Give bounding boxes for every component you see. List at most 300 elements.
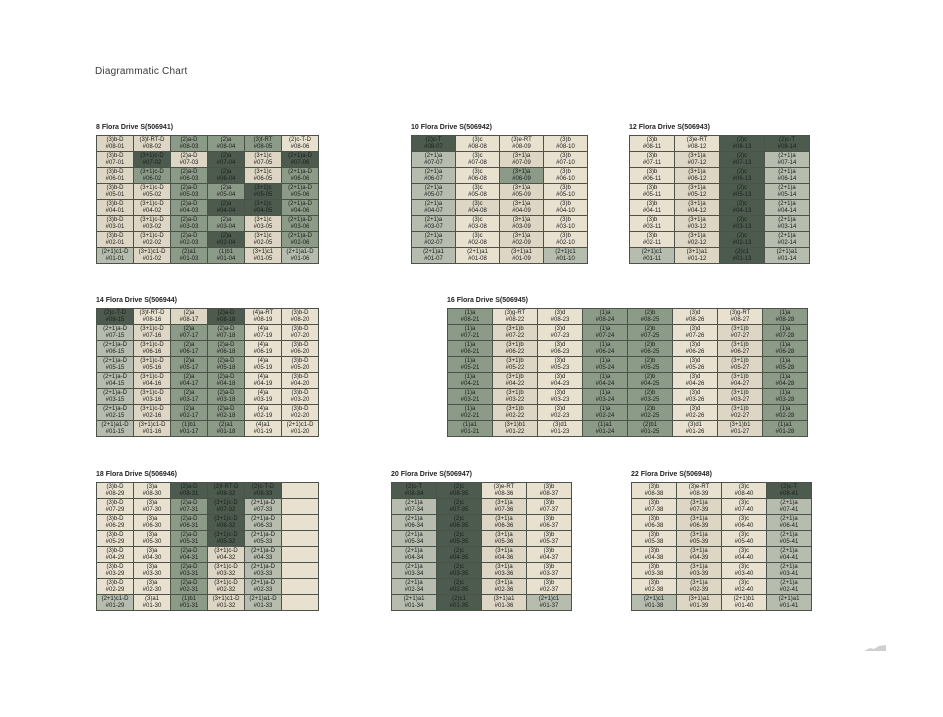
unit-type: (2)a xyxy=(220,185,232,191)
unit-number: #07-21 xyxy=(460,332,480,339)
unit-number: #03-05 xyxy=(253,223,273,230)
grid-row xyxy=(632,579,812,595)
unit-type: (2+1)a1 xyxy=(776,249,798,255)
unit-cell xyxy=(628,389,673,405)
unit-type: (2+1)c1-D xyxy=(101,596,129,602)
unit-type: (2)c xyxy=(453,580,465,586)
unit-cell xyxy=(632,579,677,595)
unit-number: #04-36 xyxy=(494,554,514,561)
unit-number: #08-11 xyxy=(642,143,662,150)
unit-number: #06-29 xyxy=(105,522,125,529)
unit-cell xyxy=(97,341,134,357)
unit-type: (3+1)a xyxy=(688,169,706,175)
unit-cell xyxy=(765,136,810,152)
grid-row xyxy=(632,499,812,515)
unit-cell xyxy=(718,421,763,437)
unit-cell xyxy=(456,248,500,264)
unit-cell xyxy=(675,248,720,264)
unit-number: #01-29 xyxy=(105,602,125,609)
unit-type: (2+1)a-D xyxy=(288,169,312,175)
unit-cell xyxy=(134,563,171,579)
unit-type: (3+1)a xyxy=(512,169,531,175)
unit-cell xyxy=(482,531,527,547)
unit-type: (2)a-D xyxy=(180,169,198,175)
grid-row xyxy=(392,515,572,531)
unit-type: (3)b xyxy=(648,580,660,586)
unit-number: #01-16 xyxy=(142,428,162,435)
block-title: 22 Flora Drive S(506948) xyxy=(631,471,712,478)
unit-type: (3)b-D xyxy=(291,310,309,316)
unit-cell xyxy=(134,389,171,405)
unit-type: (3+1)c xyxy=(254,233,272,239)
unit-cell xyxy=(245,248,282,264)
unit-number: #08-33 xyxy=(253,490,273,497)
unit-number: #03-17 xyxy=(179,396,199,403)
unit-number: #07-31 xyxy=(179,506,199,513)
unit-cell xyxy=(97,531,134,547)
unit-number: #04-03 xyxy=(179,207,199,214)
unit-cell xyxy=(134,232,171,248)
page-title: Diagrammatic Chart xyxy=(95,66,188,77)
unit-number: #07-15 xyxy=(105,332,125,339)
unit-cell xyxy=(245,152,282,168)
unit-number: #06-41 xyxy=(779,522,799,529)
unit-type: (3+1)b1 xyxy=(504,422,526,428)
unit-type: (3+1)a1 xyxy=(493,596,515,602)
unit-cell xyxy=(763,389,808,405)
unit-number: #02-38 xyxy=(644,586,664,593)
unit-type: (2)b xyxy=(644,326,656,332)
unit-cell xyxy=(134,248,171,264)
unit-cell xyxy=(171,232,208,248)
unit-type: (2+1)a xyxy=(424,233,443,239)
unit-cell xyxy=(282,531,319,547)
unit-number: #03-14 xyxy=(777,223,797,230)
unit-number: #04-13 xyxy=(732,207,752,214)
unit-number: #05-03 xyxy=(179,191,199,198)
unit-number: #04-28 xyxy=(775,380,795,387)
unit-number: #07-30 xyxy=(142,506,162,513)
unit-number: #07-36 xyxy=(494,506,514,513)
unit-cell xyxy=(208,579,245,595)
unit-cell xyxy=(97,152,134,168)
unit-cell xyxy=(675,184,720,200)
unit-cell xyxy=(245,136,282,152)
unit-cell xyxy=(134,547,171,563)
unit-number: #01-23 xyxy=(550,428,570,435)
unit-type: (2)c-T xyxy=(779,137,795,143)
unit-type: (2)c xyxy=(453,484,465,490)
unit-number: #02-03 xyxy=(179,239,199,246)
unit-number: #01-38 xyxy=(644,602,664,609)
unit-type: (3+1)a1 xyxy=(511,249,532,255)
unit-cell xyxy=(282,232,319,248)
unit-type: (3)e-RT xyxy=(686,137,708,143)
unit-number: #05-19 xyxy=(253,364,273,371)
grid-row xyxy=(392,483,572,499)
building-block-b6 xyxy=(96,471,319,611)
unit-number: #01-05 xyxy=(253,255,273,262)
unit-cell xyxy=(500,216,544,232)
unit-grid xyxy=(631,482,812,611)
unit-cell xyxy=(538,309,583,325)
unit-type: (3)d1 xyxy=(552,422,567,428)
unit-cell xyxy=(208,389,245,405)
unit-number: #05-38 xyxy=(644,538,664,545)
unit-type: (3)g-RT xyxy=(504,310,526,316)
unit-number: #01-40 xyxy=(734,602,754,609)
unit-number: #08-28 xyxy=(775,316,795,323)
unit-type: (3+1)c-D xyxy=(140,406,164,412)
unit-number: #05-06 xyxy=(290,191,310,198)
unit-cell xyxy=(282,373,319,389)
unit-type: (3)c xyxy=(738,500,750,506)
unit-type: (3)b-D xyxy=(291,358,309,364)
unit-type: (1)a xyxy=(599,342,611,348)
unit-type: (2+1)a xyxy=(424,201,443,207)
unit-type: (1)a xyxy=(464,342,476,348)
unit-number: #08-19 xyxy=(253,316,273,323)
unit-type: (3)c xyxy=(738,580,750,586)
unit-number: #08-24 xyxy=(595,316,615,323)
unit-cell xyxy=(720,136,765,152)
unit-cell xyxy=(763,325,808,341)
unit-cell xyxy=(722,595,767,611)
unit-number: #01-22 xyxy=(505,428,525,435)
grid-row xyxy=(448,389,808,405)
unit-type: (3)a1 xyxy=(144,596,159,602)
unit-cell xyxy=(673,325,718,341)
unit-type: (2+1)a xyxy=(424,185,443,191)
grid-row xyxy=(97,200,319,216)
unit-number: #06-27 xyxy=(730,348,750,355)
unit-type: (3+1)a xyxy=(690,516,708,522)
unit-number: #03-09 xyxy=(512,223,531,230)
unit-cell xyxy=(677,563,722,579)
unit-cell xyxy=(448,325,493,341)
unit-type: (4)a xyxy=(257,342,269,348)
unit-cell xyxy=(493,373,538,389)
unit-cell xyxy=(544,232,588,248)
unit-cell xyxy=(527,595,572,611)
unit-number: #05-41 xyxy=(779,538,799,545)
unit-type: (2)a xyxy=(183,358,195,364)
unit-number: #01-36 xyxy=(494,602,514,609)
unit-cell xyxy=(97,421,134,437)
unit-number: #02-31 xyxy=(179,586,199,593)
unit-cell xyxy=(97,168,134,184)
unit-cell xyxy=(675,136,720,152)
unit-number: #05-32 xyxy=(216,538,236,545)
unit-number: #05-09 xyxy=(512,191,531,198)
unit-cell xyxy=(675,200,720,216)
unit-cell xyxy=(245,309,282,325)
unit-type: (2)a xyxy=(220,137,232,143)
unit-number: #05-29 xyxy=(105,538,125,545)
unit-type: (3)b xyxy=(543,548,555,554)
unit-type: (3)c xyxy=(472,137,483,143)
unit-number: #05-12 xyxy=(687,191,707,198)
unit-cell xyxy=(765,168,810,184)
unit-cell xyxy=(767,579,812,595)
grid-row xyxy=(97,563,319,579)
unit-type: (3+1)c xyxy=(254,201,272,207)
unit-number: #08-21 xyxy=(460,316,480,323)
unit-cell xyxy=(245,531,282,547)
unit-cell xyxy=(544,168,588,184)
unit-type: (3+1)b xyxy=(731,374,749,380)
unit-number: #07-07 xyxy=(424,159,443,166)
unit-cell xyxy=(282,152,319,168)
unit-number: #06-12 xyxy=(687,175,707,182)
unit-number: #07-33 xyxy=(253,506,273,513)
unit-number: #01-07 xyxy=(424,255,443,262)
unit-cell xyxy=(245,595,282,611)
unit-number: #08-05 xyxy=(253,143,273,150)
unit-grid xyxy=(96,308,319,437)
unit-type: (3+1)a1 xyxy=(688,596,710,602)
unit-number: #07-17 xyxy=(179,332,199,339)
unit-number: #04-19 xyxy=(253,380,273,387)
unit-type: (2+1)a-D xyxy=(103,326,127,332)
unit-type: (3)a xyxy=(146,516,158,522)
unit-number: #01-25 xyxy=(640,428,660,435)
grid-row xyxy=(632,547,812,563)
unit-cell xyxy=(134,373,171,389)
unit-type: (3+1)a xyxy=(688,185,706,191)
unit-number: #05-35 xyxy=(449,538,469,545)
unit-cell xyxy=(134,168,171,184)
unit-number: #08-14 xyxy=(777,143,797,150)
unit-type: (3)d xyxy=(554,342,566,348)
grid-row xyxy=(632,563,812,579)
unit-cell xyxy=(437,483,482,499)
unit-cell xyxy=(245,184,282,200)
unit-number: #07-10 xyxy=(556,159,575,166)
unit-number: #06-02 xyxy=(142,175,162,182)
unit-cell xyxy=(97,579,134,595)
grid-row xyxy=(392,531,572,547)
unit-type: (3)g-RT xyxy=(729,310,751,316)
unit-cell xyxy=(171,531,208,547)
unit-number: #04-07 xyxy=(424,207,443,214)
unit-number: #04-25 xyxy=(640,380,660,387)
unit-type: (3+1)c-D xyxy=(214,500,238,506)
unit-number: #05-13 xyxy=(732,191,752,198)
unit-type: (2)c xyxy=(736,137,748,143)
unit-type: (2)a-D xyxy=(217,406,235,412)
unit-grid xyxy=(96,135,319,264)
unit-number: #05-37 xyxy=(539,538,559,545)
unit-type: (3+1)b xyxy=(731,390,749,396)
unit-number: #05-07 xyxy=(424,191,443,198)
unit-type: (3+1)b xyxy=(731,342,749,348)
unit-number: #08-07 xyxy=(424,143,443,150)
grid-row xyxy=(630,200,810,216)
unit-type: (4)a xyxy=(257,390,269,396)
grid-row xyxy=(97,309,319,325)
unit-cell xyxy=(538,389,583,405)
unit-cell xyxy=(282,595,319,611)
unit-number: #05-27 xyxy=(730,364,750,371)
unit-number: #01-17 xyxy=(179,428,199,435)
grid-row xyxy=(630,184,810,200)
unit-type: (2)b xyxy=(644,374,656,380)
unit-number: #08-27 xyxy=(730,316,750,323)
unit-number: #03-01 xyxy=(105,223,125,230)
unit-cell xyxy=(630,168,675,184)
unit-type: (2+1)a-D xyxy=(288,153,312,159)
unit-number: #06-38 xyxy=(644,522,664,529)
unit-cell xyxy=(763,357,808,373)
unit-cell xyxy=(282,216,319,232)
unit-cell xyxy=(720,200,765,216)
unit-type: (2+1)a-D xyxy=(288,233,312,239)
unit-type: (3+1)c-D xyxy=(214,532,238,538)
unit-cell xyxy=(677,499,722,515)
unit-cell xyxy=(673,389,718,405)
unit-number: #01-32 xyxy=(216,602,236,609)
unit-type: (3)a xyxy=(146,580,158,586)
building-block-b5 xyxy=(447,297,808,437)
unit-type: (1)a xyxy=(464,326,476,332)
unit-type: (2)b1 xyxy=(642,422,657,428)
unit-cell xyxy=(583,357,628,373)
unit-cell xyxy=(448,389,493,405)
unit-cell xyxy=(763,341,808,357)
unit-number: #06-26 xyxy=(685,348,705,355)
unit-number: #03-25 xyxy=(640,396,660,403)
unit-cell xyxy=(208,152,245,168)
unit-number: #05-18 xyxy=(216,364,236,371)
unit-cell xyxy=(208,184,245,200)
unit-cell xyxy=(527,515,572,531)
unit-number: #07-09 xyxy=(512,159,531,166)
unit-type: (3+1)c xyxy=(254,185,272,191)
unit-type: (2+1)a-D xyxy=(251,516,275,522)
unit-cell xyxy=(134,483,171,499)
unit-type: (1)a xyxy=(779,390,791,396)
unit-type: (3)b xyxy=(543,516,555,522)
unit-cell xyxy=(632,515,677,531)
unit-number: #06-08 xyxy=(468,175,487,182)
unit-type: (2+1)a xyxy=(424,169,443,175)
unit-number: #04-16 xyxy=(142,380,162,387)
unit-cell xyxy=(456,184,500,200)
unit-number: #04-40 xyxy=(734,554,754,561)
unit-cell xyxy=(392,483,437,499)
unit-type: (3+1)c-D xyxy=(140,169,164,175)
unit-type: (3+1)c1-D xyxy=(138,422,166,428)
unit-type: (2)a-D xyxy=(180,185,198,191)
unit-number: #06-34 xyxy=(404,522,424,529)
unit-type: (3)b xyxy=(560,169,571,175)
unit-cell xyxy=(245,341,282,357)
unit-type: (2)a xyxy=(183,374,195,380)
unit-cell xyxy=(437,579,482,595)
unit-number: #03-24 xyxy=(595,396,615,403)
unit-cell xyxy=(412,248,456,264)
unit-number: #01-39 xyxy=(689,602,709,609)
unit-cell xyxy=(765,200,810,216)
unit-number: #07-26 xyxy=(685,332,705,339)
unit-type: (2+1)a xyxy=(778,169,796,175)
unit-number: #02-29 xyxy=(105,586,125,593)
unit-number: #05-20 xyxy=(290,364,310,371)
unit-type: (3+1)a xyxy=(690,532,708,538)
unit-type: (2+1)a-D xyxy=(288,217,312,223)
unit-cell xyxy=(282,325,319,341)
unit-type: (2+1)a xyxy=(405,516,423,522)
unit-number: #02-24 xyxy=(595,412,615,419)
unit-type: (2)a xyxy=(183,390,195,396)
unit-type: (1)a xyxy=(599,390,611,396)
unit-cell xyxy=(97,200,134,216)
unit-type: (2)a xyxy=(183,342,195,348)
unit-cell xyxy=(500,200,544,216)
unit-type: (2+1)a-D xyxy=(288,185,312,191)
unit-type: (3)d xyxy=(689,342,701,348)
grid-row xyxy=(412,168,588,184)
unit-number: #02-27 xyxy=(730,412,750,419)
unit-number: #07-03 xyxy=(179,159,199,166)
unit-type: (2+1)a-D xyxy=(103,342,127,348)
unit-cell xyxy=(673,341,718,357)
unit-cell xyxy=(767,547,812,563)
unit-cell xyxy=(527,483,572,499)
unit-number: #01-15 xyxy=(105,428,125,435)
unit-cell xyxy=(722,547,767,563)
unit-number: #07-01 xyxy=(105,159,125,166)
unit-cell xyxy=(538,373,583,389)
unit-number: #06-32 xyxy=(216,522,236,529)
unit-number: #01-34 xyxy=(404,602,424,609)
unit-type: (3+1)c-D xyxy=(140,358,164,364)
unit-cell xyxy=(97,216,134,232)
unit-cell xyxy=(448,373,493,389)
unit-cell xyxy=(675,216,720,232)
unit-type: (3)b xyxy=(646,137,658,143)
unit-number: #03-31 xyxy=(179,570,199,577)
grid-row xyxy=(632,483,812,499)
unit-type: (2)c-T-D xyxy=(252,484,274,490)
unit-number: #05-30 xyxy=(142,538,162,545)
unit-type: (2+1)a xyxy=(424,217,443,223)
unit-number: #07-41 xyxy=(779,506,799,513)
unit-cell xyxy=(392,595,437,611)
grid-row xyxy=(630,152,810,168)
block-title: 20 Flora Drive S(506947) xyxy=(391,471,472,478)
unit-type: (3)c xyxy=(472,217,483,223)
unit-type: (3)b-D xyxy=(291,390,309,396)
unit-cell xyxy=(97,373,134,389)
unit-number: #01-27 xyxy=(730,428,750,435)
unit-type: (2+1)a-D xyxy=(251,548,275,554)
unit-number: #06-03 xyxy=(179,175,199,182)
unit-cell xyxy=(527,547,572,563)
unit-type: (3)b-D xyxy=(106,516,124,522)
unit-type: (2)c xyxy=(453,564,465,570)
unit-number: #07-16 xyxy=(142,332,162,339)
unit-type: (3+1)a xyxy=(688,233,706,239)
unit-type: (3+1)c-D xyxy=(140,201,164,207)
unit-number: #01-31 xyxy=(179,602,199,609)
unit-number: #03-38 xyxy=(644,570,664,577)
unit-type: (3)b xyxy=(543,580,555,586)
unit-number: #01-19 xyxy=(253,428,273,435)
unit-cell xyxy=(97,136,134,152)
unit-type: (2+1)a-D xyxy=(251,500,275,506)
